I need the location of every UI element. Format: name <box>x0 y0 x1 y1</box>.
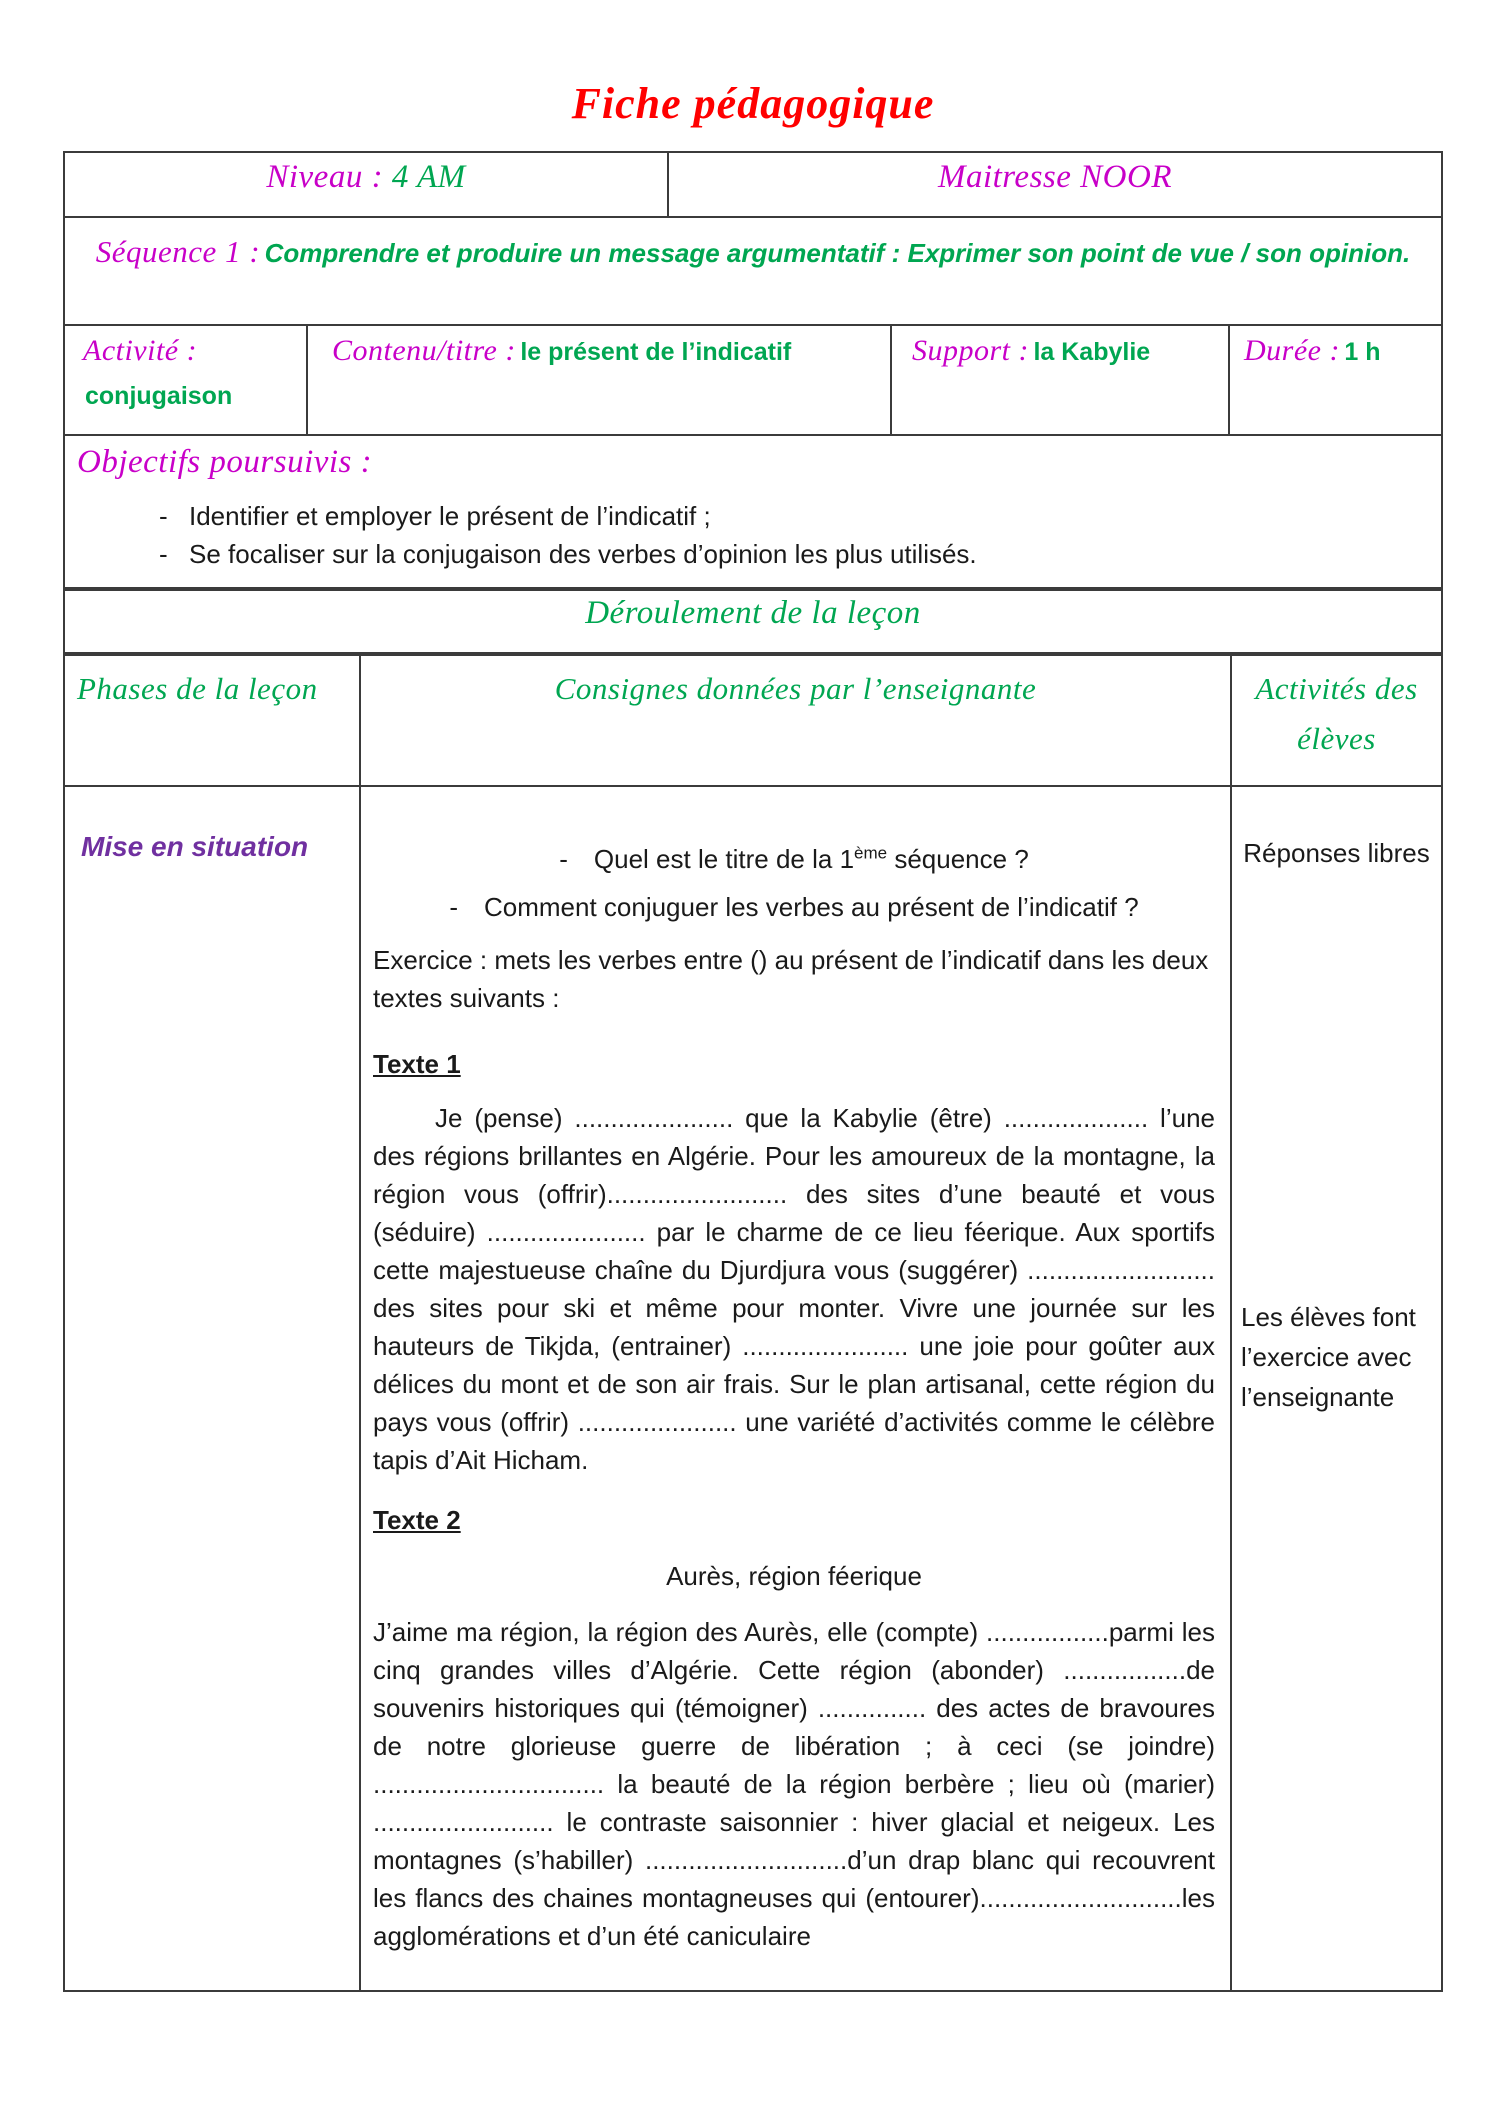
support-cell <box>890 326 1228 434</box>
row-objectifs <box>65 434 1441 587</box>
objectifs-item-text: Se focaliser sur la conjugaison des verbes d’opinion les plus utilisés. <box>189 539 977 569</box>
activite-label: Activité : <box>83 334 198 367</box>
row-activite <box>65 324 1441 434</box>
question-text: Quel est le titre de la 1ème séquence ? <box>593 843 1029 874</box>
fiche-table <box>63 151 1443 1992</box>
activite-cell <box>65 326 306 434</box>
dash-bullet: - <box>159 501 168 531</box>
niveau-label: Niveau : <box>266 159 384 195</box>
phase-label: Mise en situation <box>81 831 309 862</box>
row-lesson-content <box>65 785 1441 1990</box>
sequence-text: Comprendre et produire un message argumentatif : Exprimer son point de vue / son opinion. <box>264 238 1411 268</box>
contenu-value: le présent de l’indicatif <box>520 338 792 366</box>
texte2-paragraph: J’aime ma région, la région des Aurès, elle (compte) .................parmi les cinq grandes villes d’Algérie. Cette région (abonder) .................de souvenirs historiques qui (témoigner) ............... des actes de bravoures de notre glorieuse guerre de libération ; à ceci (se joindre) ................................ la beauté de la région berbère ; lieu où (marier) ......................... le contraste saisonnier : hiver glacial et neigeux. Les montagnes (s’habiller) ............................d’un drap blanc qui recouvrent les flancs des chaines montagneuses qui (entourer)............................les agglomérations et d’un été caniculaire <box>373 1617 1215 1951</box>
deroulement-cell <box>65 591 1441 652</box>
row-niveau <box>65 153 1441 216</box>
texte1-heading: Texte 1 <box>373 1049 461 1079</box>
niveau-cell <box>65 153 667 216</box>
niveau-value: 4 AM <box>391 159 466 195</box>
maitresse-name: Maitresse NOOR <box>937 159 1172 195</box>
contenu-cell <box>306 326 890 434</box>
eleves-note: Les élèves font l’exercice avec l’enseignante <box>1241 1302 1416 1412</box>
dash-bullet: - <box>449 892 458 922</box>
sequence-cell <box>65 218 1441 324</box>
row-column-headers <box>65 652 1441 785</box>
page-title: Fiche pédagogique <box>571 79 935 128</box>
support-value: la Kabylie <box>1033 338 1151 366</box>
question-item <box>444 835 1144 883</box>
objectifs-item <box>159 497 1441 535</box>
dash-bullet: - <box>559 844 568 874</box>
deroulement-title: Déroulement de la leçon <box>585 595 921 631</box>
questions-list <box>444 835 1144 931</box>
phases-cell <box>65 787 359 1990</box>
duree-cell <box>1228 326 1441 434</box>
objectifs-cell <box>65 436 1441 587</box>
duree-value: 1 h <box>1344 338 1381 366</box>
header-activites: Activités des élèves <box>1230 656 1441 785</box>
contenu-label: Contenu/titre : <box>332 334 516 367</box>
exercice-intro: Exercice : mets les verbes entre () au présent de l’indicatif dans les deux textes suivants : <box>373 945 1209 1013</box>
objectifs-list <box>159 497 1441 573</box>
activites-cell <box>1230 787 1441 1990</box>
objectifs-heading: Objectifs poursuivis : <box>77 444 373 480</box>
consignes-cell <box>359 787 1230 1990</box>
objectifs-item <box>159 535 1441 573</box>
row-deroulement <box>65 587 1441 652</box>
activite-value: conjugaison <box>85 382 233 410</box>
question-item <box>444 883 1144 931</box>
header-consignes: Consignes données par l’enseignante <box>359 656 1230 785</box>
support-label: Support : <box>912 334 1029 367</box>
row-sequence <box>65 216 1441 324</box>
reponses-libres: Réponses libres <box>1243 838 1430 868</box>
maitresse-cell <box>667 153 1441 216</box>
texte2-heading: Texte 2 <box>373 1505 461 1535</box>
ordinal-superscript: ème <box>854 843 888 863</box>
texte1-paragraph: Je (pense) ...................... que la Kabylie (être) .................... l’une des régions brillantes en Algérie. Pour les amoureux de la montagne, la région vous (offrir)......................... des sites d’une beauté et vous (séduire) ...................... par le charme de ce lieu féerique. Aux sportifs cette majestueuse chaîne du Djurdjura vous (suggérer) .......................... des sites pour ski et même pour monter. Vivre une journée sur les hauteurs de Tikjda, (entrainer) ....................... une joie pour goûter aux délices du mont et de son air frais. Sur le plan artisanal, cette région du pays vous (offrir) ...................... une variété d’activités comme le célèbre tapis d’Ait Hicham. <box>373 1103 1215 1475</box>
texte2-subtitle: Aurès, région féerique <box>666 1561 922 1591</box>
question-text: Comment conjuguer les verbes au présent de l’indicatif ? <box>483 892 1139 922</box>
header-phases: Phases de la leçon <box>77 671 318 706</box>
sequence-label: Séquence 1 : <box>95 234 261 269</box>
duree-label: Durée : <box>1244 334 1340 367</box>
objectifs-item-text: Identifier et employer le présent de l’indicatif ; <box>189 501 711 531</box>
dash-bullet: - <box>159 539 168 569</box>
